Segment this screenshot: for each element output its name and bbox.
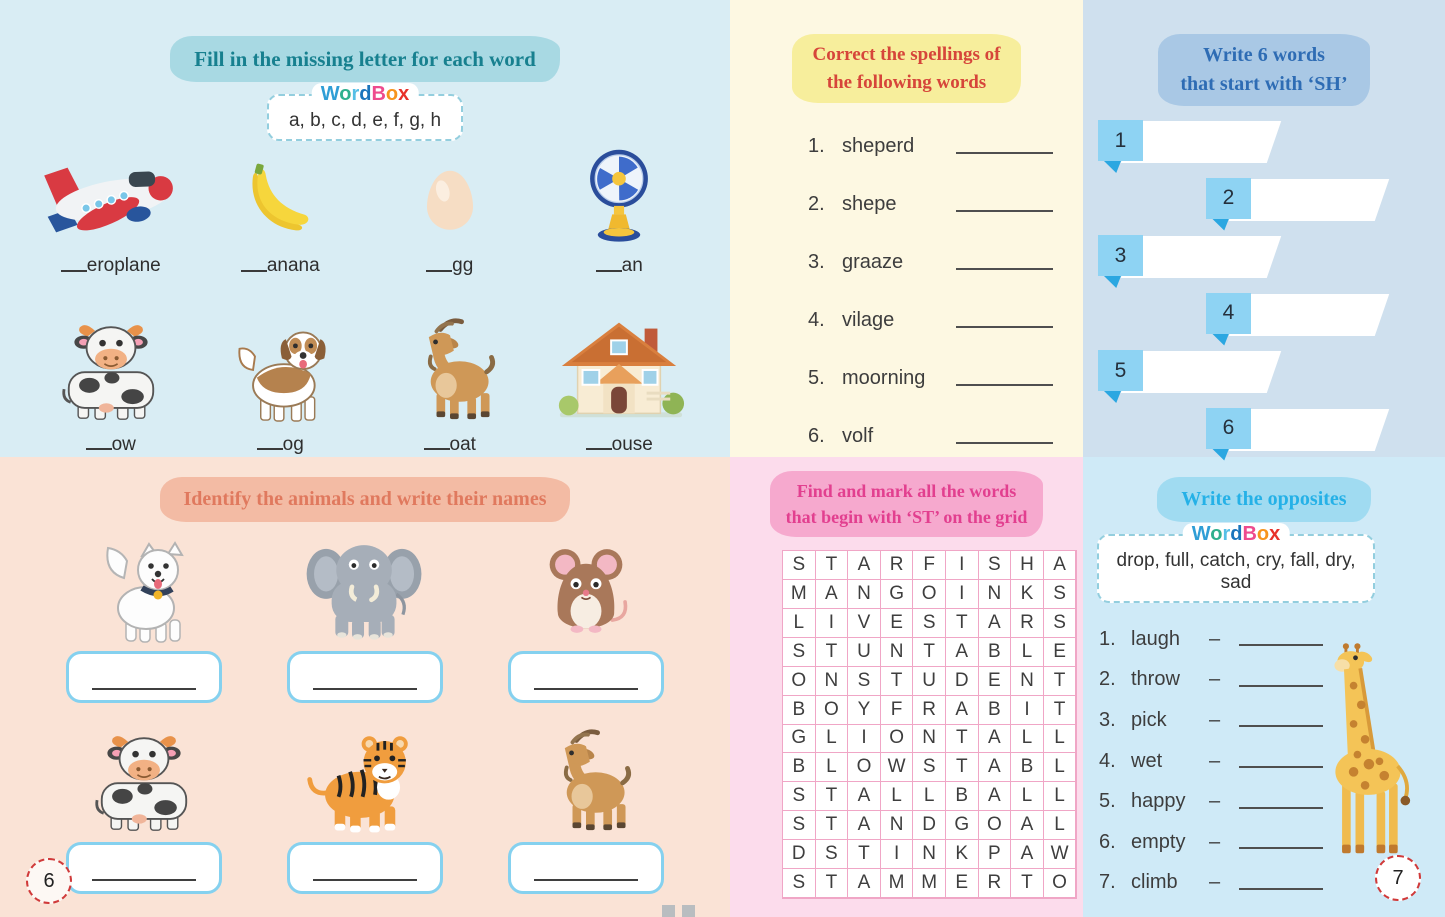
grid-cell[interactable]: A [946,696,979,725]
prompt-word: happy [1131,790,1186,813]
grid-cell[interactable]: A [979,753,1012,782]
grid-cell[interactable]: W [1044,840,1077,869]
animal-name-answer-box[interactable] [66,651,222,703]
grid-cell[interactable]: S [1044,580,1077,609]
folded-corner-icon [1104,276,1121,288]
grid-cell[interactable]: N [913,725,946,754]
grid-cell[interactable]: Y [848,696,881,725]
grid-cell[interactable]: N [913,840,946,869]
grid-cell[interactable]: A [979,725,1012,754]
dash: – [1209,790,1221,813]
fill-item [365,147,535,277]
grid-cell[interactable]: S [783,869,816,898]
misspelled-word: vilage [842,308,895,331]
grid-cell[interactable]: S [816,840,849,869]
word-box-words: drop, full, catch, cry, fall, dry, sad [1116,550,1356,593]
folded-corner-icon [1104,161,1121,173]
banana-image [233,147,328,245]
prompt-word: laugh [1131,627,1180,650]
grid-cell[interactable]: M [881,869,914,898]
animal-name-answer-box[interactable] [508,651,664,703]
grid-cell[interactable]: B [783,753,816,782]
word-box-label [1183,523,1290,546]
grid-cell[interactable]: I [816,609,849,638]
page-edge-mark [662,905,675,917]
grid-cell[interactable]: T [946,753,979,782]
grid-cell[interactable]: O [913,580,946,609]
grid-cell[interactable]: D [783,840,816,869]
grid-cell[interactable]: R [913,696,946,725]
wordsearch-grid [782,550,1077,899]
grid-cell[interactable]: L [816,725,849,754]
grid-cell[interactable]: B [783,696,816,725]
grid-cell[interactable]: A [979,609,1012,638]
aeroplane-image [36,147,186,245]
grid-cell[interactable]: O [1044,869,1077,898]
grid-cell[interactable]: B [979,696,1012,725]
grid-cell[interactable]: S [783,811,816,840]
prompt-word: wet [1131,749,1163,772]
spelling-list [730,103,1083,465]
sh-slot-number: 4 [1206,293,1251,334]
prompt-word: empty [1131,830,1186,853]
sh-words-section [1083,0,1445,457]
fill-item [196,147,366,277]
grid-cell[interactable]: M [913,869,946,898]
grid-cell[interactable]: I [848,725,881,754]
dash: – [1209,749,1221,772]
goat-image [396,290,504,424]
spelling-item [808,233,1053,291]
folded-corner-icon [1104,391,1121,403]
sh-answer-slot[interactable] [1229,409,1389,451]
animal-name-answer-box[interactable] [287,651,443,703]
title-line-2: that start with ‘SH’ [1180,73,1348,95]
identify-item [255,530,476,703]
dash: – [1209,668,1221,691]
grid-cell[interactable]: H [1011,551,1044,580]
misspelled-word: volf [842,424,874,447]
grid-cell[interactable]: L [881,782,914,811]
fill-item-label [241,253,320,277]
grid-cell[interactable]: I [1011,696,1044,725]
grid-cell[interactable]: E [979,667,1012,696]
fill-item-word: oat [449,433,476,455]
missing-letter-blank[interactable] [596,253,622,271]
identify-item [34,703,255,894]
grid-cell[interactable]: L [1011,638,1044,667]
grid-cell[interactable]: N [881,811,914,840]
section-title [770,471,1044,537]
correct-spellings-section [730,0,1083,457]
fill-item [535,147,705,277]
section-title: Fill in the missing letter for each word [170,36,560,82]
prompt-word: climb [1131,871,1178,894]
missing-letter-blank[interactable] [586,432,612,450]
tiger-image [302,713,427,835]
grid-cell[interactable]: A [1011,840,1044,869]
fill-item [535,278,705,456]
identify-item [255,703,476,894]
grid-cell[interactable]: L [1044,811,1077,840]
grid-cell[interactable]: S [783,638,816,667]
fill-missing-letter-section [0,0,730,457]
grid-cell[interactable]: D [913,811,946,840]
house-image [550,290,688,424]
grid-cell[interactable]: B [1011,753,1044,782]
grid-cell[interactable]: N [816,667,849,696]
word-box-label-word: Word [320,83,372,106]
grid-cell[interactable]: T [848,840,881,869]
grid-cell[interactable]: A [1011,811,1044,840]
grid-cell[interactable]: L [1044,782,1077,811]
grid-cell[interactable]: L [1011,725,1044,754]
fill-item-word: gg [452,255,474,277]
sh-slot-row [1206,293,1445,351]
misspelled-word: graaze [842,250,904,273]
cow-image [50,290,172,424]
fill-item-word: ouse [611,433,653,455]
section-title: Write the opposites [1157,477,1370,522]
title-line-1: Write 6 words [1203,44,1325,66]
missing-letter-blank[interactable] [86,432,112,450]
missing-letter-blank[interactable] [61,253,87,271]
animals-grid [0,530,730,894]
item-number: 4. [808,308,825,331]
sh-slot-number: 3 [1098,235,1143,276]
word-box-label-box: Box [1242,523,1281,545]
grid-cell[interactable]: M [783,580,816,609]
grid-cell[interactable]: T [1044,667,1077,696]
page-number-badge: 7 [1375,855,1421,901]
item-number: 5. [808,366,825,389]
correction-answer-line[interactable] [956,384,1053,386]
sh-answer-slot[interactable] [1121,236,1281,278]
grid-cell[interactable]: T [946,609,979,638]
opposites-section [1083,457,1445,917]
grid-cell[interactable]: G [783,725,816,754]
sh-answer-slot[interactable] [1229,179,1389,221]
grid-cell[interactable]: I [881,840,914,869]
grid-cell[interactable]: A [946,638,979,667]
title-line-1: Correct the spellings of [812,44,1001,65]
fill-item-word: eroplane [86,255,161,277]
item-number: 6. [1099,830,1116,853]
animal-name-answer-box[interactable] [287,842,443,894]
item-number: 1. [808,134,825,157]
missing-letter-blank[interactable] [426,253,452,271]
correction-answer-line[interactable] [956,210,1053,212]
dash: – [1209,708,1221,731]
grid-cell[interactable]: O [783,667,816,696]
correction-answer-line[interactable] [956,326,1053,328]
puppy-image [90,530,198,644]
sh-slots-list [1083,120,1445,465]
grid-cell[interactable]: U [848,638,881,667]
grid-cell[interactable]: U [913,667,946,696]
page-edge-mark [682,905,695,917]
sh-slot-number: 6 [1206,408,1251,449]
grid-cell[interactable]: T [1011,869,1044,898]
fill-item [26,278,196,456]
word-box-letters: a, b, c, d, e, f, g, h [288,110,442,132]
giraffe-image [1298,638,1413,881]
sh-slot-number: 2 [1206,178,1251,219]
fill-item [26,147,196,277]
item-number: 6. [808,424,825,447]
word-box [1097,523,1375,603]
sh-slot-row [1098,235,1445,293]
page-number-badge: 6 [26,858,72,904]
elephant-image [302,530,427,644]
dash: – [1209,627,1221,650]
grid-cell[interactable]: T [946,725,979,754]
word-box [267,83,463,141]
grid-cell[interactable]: B [946,782,979,811]
grid-cell[interactable]: K [946,840,979,869]
correction-answer-line[interactable] [956,442,1053,444]
grid-cell[interactable]: S [783,551,816,580]
answer-line [92,879,196,881]
grid-cell[interactable]: N [1011,667,1044,696]
word-box-label-word: Word [1191,523,1243,545]
grid-cell[interactable]: E [1044,638,1077,667]
grid-cell[interactable]: A [979,782,1012,811]
section-title [792,34,1020,103]
dash: – [1209,871,1221,894]
fill-item-word: an [621,255,643,277]
item-number: 4. [1099,749,1116,772]
answer-line [92,688,196,690]
fill-item [365,278,535,456]
missing-letter-blank[interactable] [241,253,267,271]
identify-item [475,703,696,894]
dash: – [1209,830,1221,853]
opposite-answer-line[interactable] [1239,888,1323,890]
word-box-label [312,83,419,106]
misspelled-word: shepe [842,192,897,215]
dog-image [228,290,332,424]
grid-cell[interactable]: G [946,811,979,840]
sh-slot-number: 1 [1098,120,1143,161]
title-line-2: the following words [826,71,987,93]
grid-cell[interactable]: S [1044,609,1077,638]
item-number: 2. [1099,668,1116,691]
fill-item-label [424,432,476,456]
item-number: 1. [1099,627,1116,650]
grid-cell[interactable]: N [979,580,1012,609]
answer-line [313,688,417,690]
grid-cell[interactable]: S [848,667,881,696]
prompt-word: pick [1131,708,1167,731]
grid-cell[interactable]: T [816,869,849,898]
grid-cell[interactable]: E [946,869,979,898]
grid-cell[interactable]: I [946,580,979,609]
spelling-item [808,291,1053,349]
fill-item-word: anana [266,255,320,277]
item-number: 7. [1099,871,1116,894]
item-number: 5. [1099,790,1116,813]
grid-cell[interactable]: N [848,580,881,609]
fan-image [574,147,664,245]
answer-line [534,688,638,690]
grid-cell[interactable]: T [816,811,849,840]
grid-cell[interactable]: N [881,638,914,667]
fill-item [196,278,366,456]
wordsearch-section [730,457,1083,917]
folded-corner-icon [1212,334,1229,346]
title-line-1: Find and mark all the words [796,481,1017,501]
goat-image [532,713,640,835]
sh-slot-number: 5 [1098,350,1143,391]
grid-cell[interactable]: A [848,811,881,840]
sh-answer-slot[interactable] [1121,121,1281,163]
correction-answer-line[interactable] [956,268,1053,270]
grid-cell[interactable]: S [913,753,946,782]
grid-cell[interactable]: L [1044,753,1077,782]
grid-cell[interactable]: O [816,696,849,725]
grid-cell[interactable]: A [1044,551,1077,580]
title-line-2: that begin with ‘ST’ on the grid [785,507,1028,528]
fill-items-grid [0,147,730,455]
grid-cell[interactable]: L [1044,725,1077,754]
fill-item-label [586,432,653,456]
sh-slot-row [1098,350,1445,408]
misspelled-word: moorning [842,366,926,389]
grid-cell[interactable]: O [848,753,881,782]
grid-cell[interactable]: V [848,609,881,638]
section-title: Identify the animals and write their names [160,477,571,522]
grid-cell[interactable]: F [913,551,946,580]
item-number: 3. [1099,708,1116,731]
fill-item-word: ow [111,433,136,455]
grid-cell[interactable]: P [979,840,1012,869]
section-title [1158,34,1369,106]
grid-cell[interactable]: O [979,811,1012,840]
animal-name-answer-box[interactable] [66,842,222,894]
identify-item [475,530,696,703]
grid-cell[interactable]: R [881,551,914,580]
sh-answer-slot[interactable] [1121,351,1281,393]
grid-cell[interactable]: A [848,869,881,898]
grid-cell[interactable]: T [816,782,849,811]
identify-animals-section [0,457,730,917]
grid-cell[interactable]: W [881,753,914,782]
grid-cell[interactable]: R [979,869,1012,898]
mouse-image [536,530,636,644]
answer-line [313,879,417,881]
misspelled-word: sheperd [842,134,915,157]
grid-cell[interactable]: T [913,638,946,667]
grid-cell[interactable]: I [946,551,979,580]
fill-item-label [596,253,643,277]
grid-cell[interactable]: L [1011,782,1044,811]
answer-line [534,879,638,881]
identify-item [34,530,255,703]
grid-cell[interactable]: T [1044,696,1077,725]
cow-image [83,713,205,835]
grid-cell[interactable]: A [848,782,881,811]
grid-cell[interactable]: A [816,580,849,609]
spelling-item [808,349,1053,407]
grid-cell[interactable]: T [816,638,849,667]
grid-cell[interactable]: B [979,638,1012,667]
animal-name-answer-box[interactable] [508,842,664,894]
egg-image [414,147,486,245]
grid-cell[interactable]: O [881,725,914,754]
fill-item-label [426,253,473,277]
sh-slot-row [1206,178,1445,236]
fill-item-label [257,432,304,456]
grid-cell[interactable]: L [913,782,946,811]
missing-letter-blank[interactable] [257,432,283,450]
grid-cell[interactable]: T [881,667,914,696]
missing-letter-blank[interactable] [424,432,450,450]
grid-cell[interactable]: G [881,580,914,609]
grid-cell[interactable]: F [881,696,914,725]
item-number: 2. [808,192,825,215]
sh-slot-row [1098,120,1445,178]
grid-cell[interactable]: R [1011,609,1044,638]
correction-answer-line[interactable] [956,152,1053,154]
grid-cell[interactable]: K [1011,580,1044,609]
sh-answer-slot[interactable] [1229,294,1389,336]
fill-item-label [86,432,136,456]
grid-cell[interactable]: E [881,609,914,638]
folded-corner-icon [1212,219,1229,231]
spelling-item [808,117,1053,175]
grid-cell[interactable]: L [783,609,816,638]
spelling-item [808,175,1053,233]
grid-cell[interactable]: T [816,551,849,580]
grid-cell[interactable]: A [848,551,881,580]
fill-item-label [61,253,161,277]
grid-cell[interactable]: D [946,667,979,696]
grid-cell[interactable]: S [783,782,816,811]
grid-cell[interactable]: L [816,753,849,782]
item-number: 3. [808,250,825,273]
grid-cell[interactable]: S [979,551,1012,580]
prompt-word: throw [1131,668,1180,691]
word-box-label-box: Box [371,83,410,106]
grid-cell[interactable]: S [913,609,946,638]
fill-item-word: og [282,433,304,455]
